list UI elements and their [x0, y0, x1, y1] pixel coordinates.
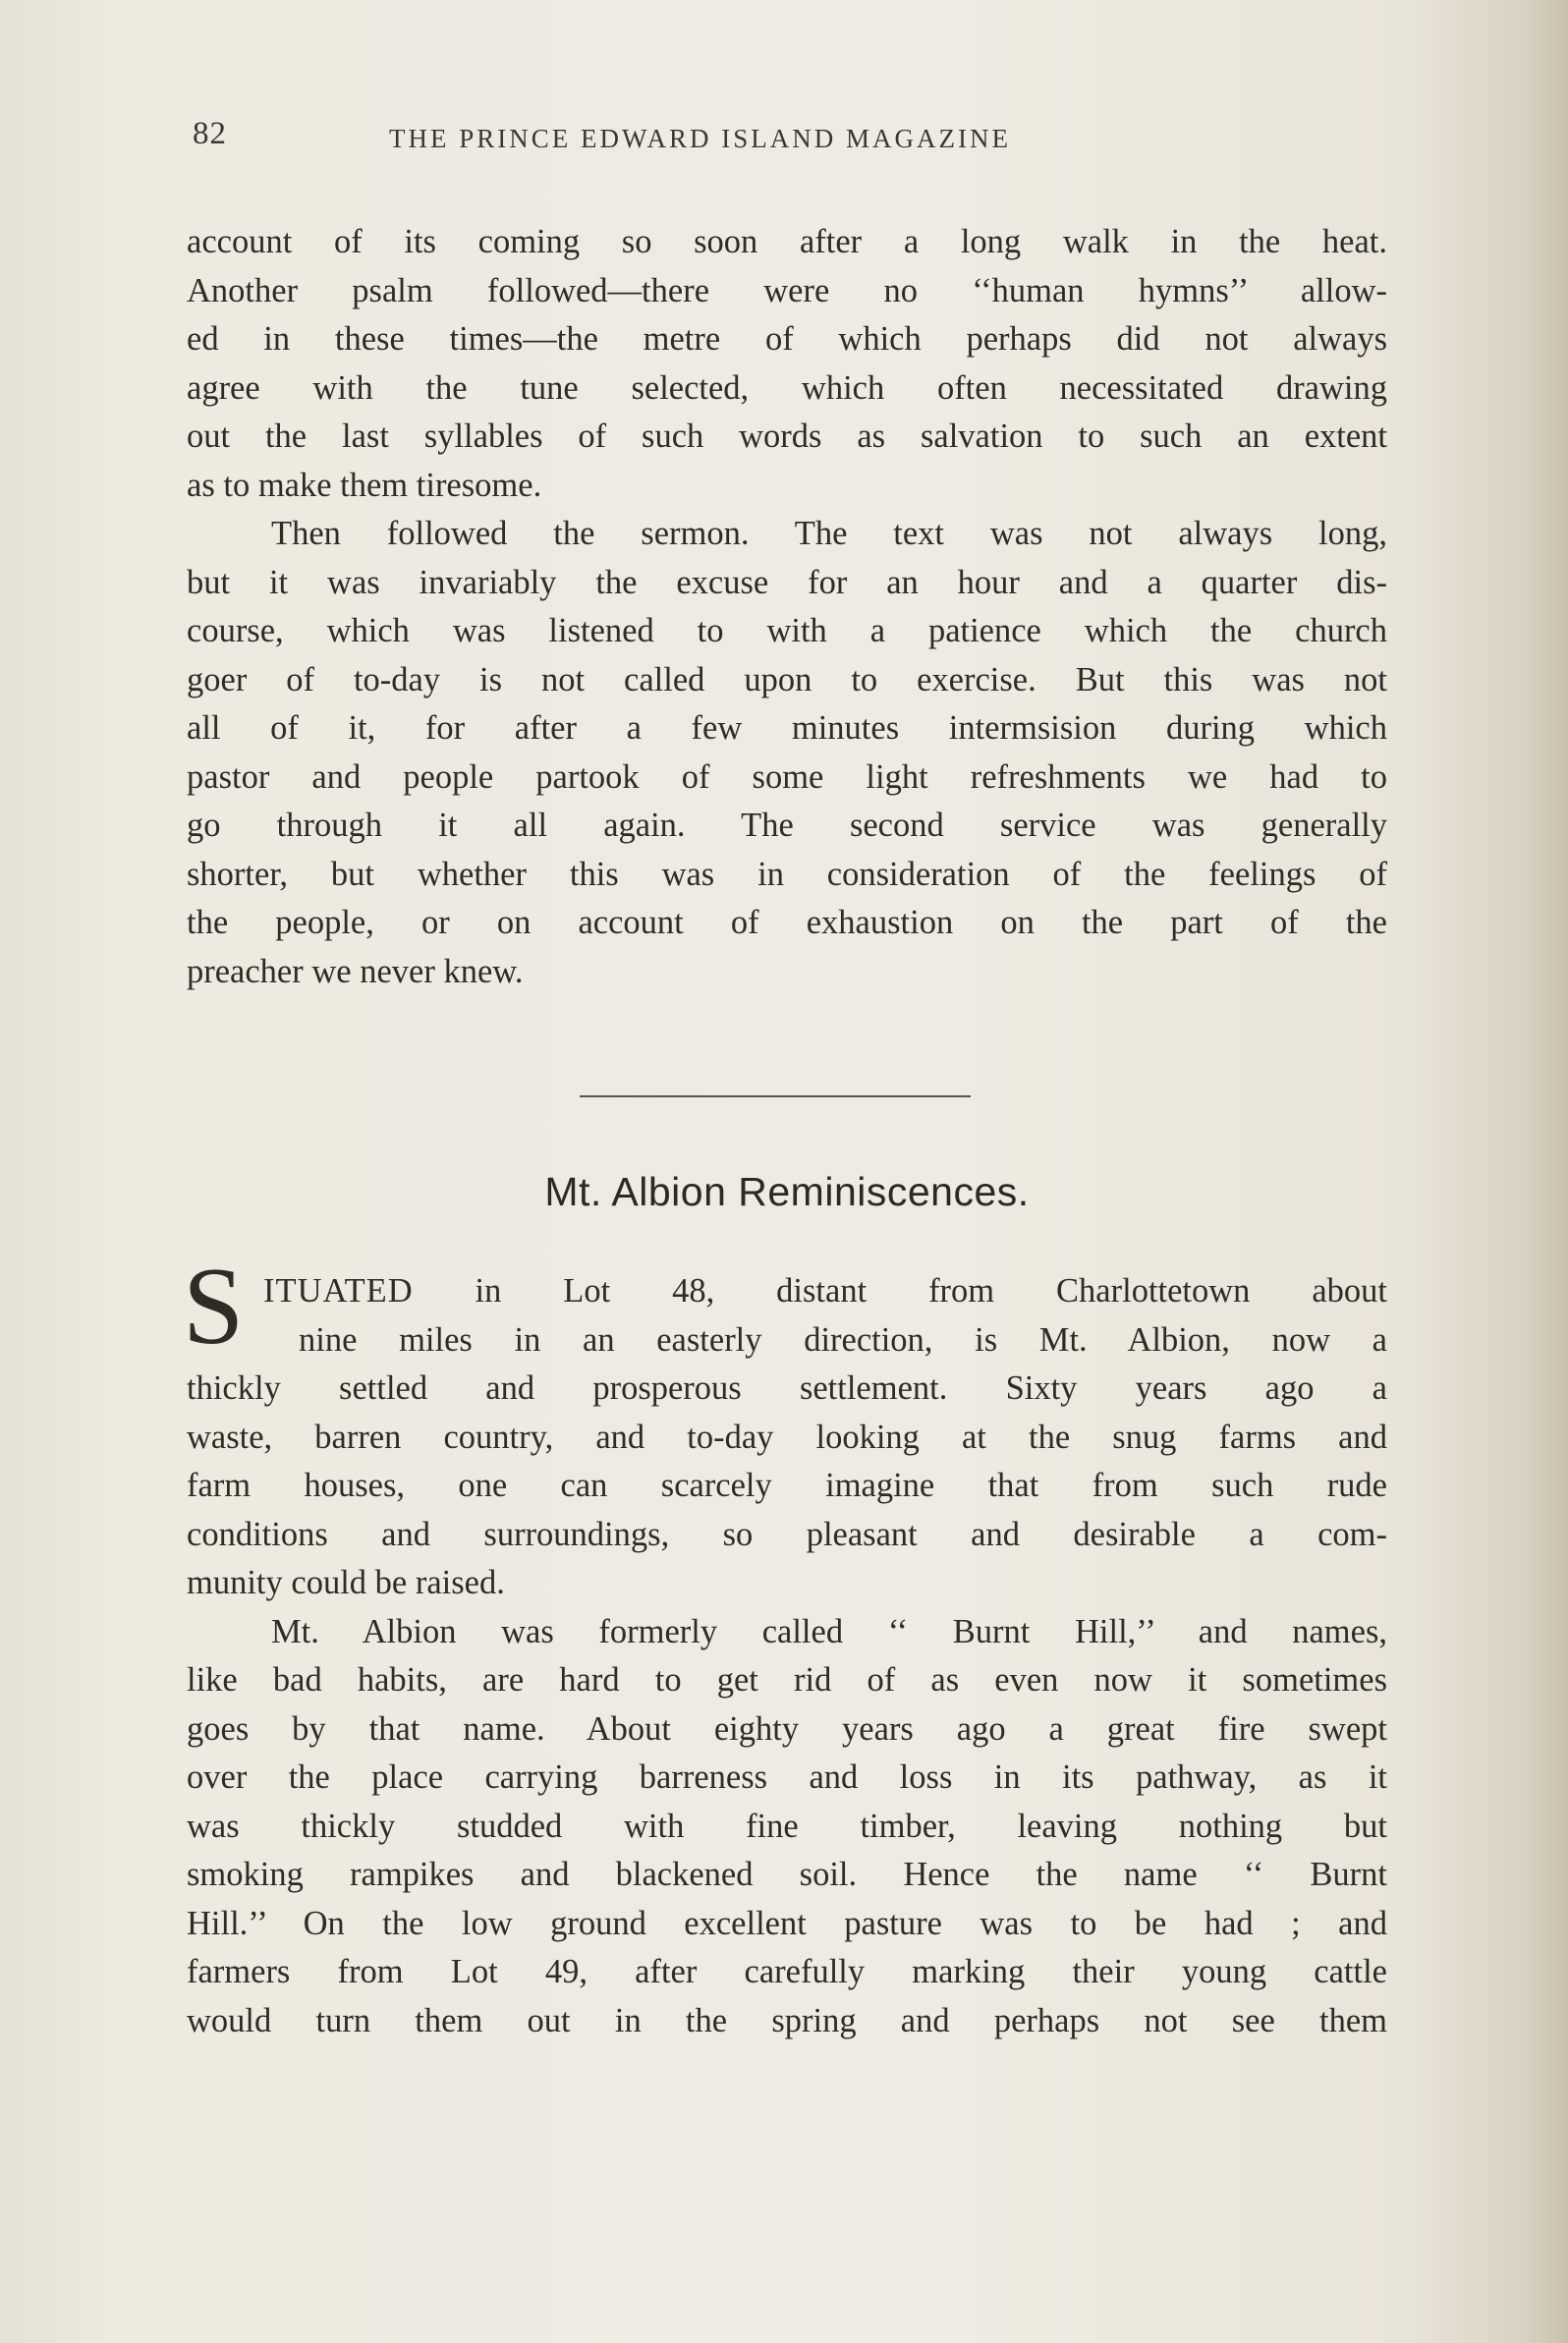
text-line: munity could be raised.	[187, 1564, 505, 1601]
text-line: agree with the tune selected, which often necessitated drawing	[187, 368, 1387, 407]
text-line: farmers from Lot 49, after carefully marking their young cattle	[187, 1953, 1387, 1990]
drop-cap: S	[183, 1246, 245, 1367]
text-line: goes by that name. About eighty years ago a great fire swept	[187, 1709, 1387, 1748]
text-line: go through it all again. The second service was generally	[187, 807, 1387, 844]
text-line: conditions and surroundings, so pleasant and desirable a com-	[187, 1515, 1387, 1553]
journal-title: THE PRINCE EDWARD ISLAND MAGAZINE	[389, 124, 1011, 153]
text-line: pastor and people partook of some light refreshments we had to	[187, 757, 1387, 796]
text-line: preacher we never knew.	[187, 952, 524, 990]
text-line: as to make them tiresome.	[187, 466, 542, 504]
text-line: thickly settled and prosperous settlement. Sixty years ago a	[187, 1369, 1387, 1407]
text-line: over the place carrying barreness and loss in its pathway, as it	[187, 1758, 1387, 1796]
text-line: course, which was listened to with a patience which the church	[187, 612, 1387, 649]
text-line: waste, barren country, and to-day looking at the snug farms and	[187, 1418, 1387, 1456]
text-line: out the last syllables of such words as salvation to such an extent	[187, 418, 1387, 455]
text-line: goer of to-day is not called upon to exercise. But this was not	[187, 660, 1387, 698]
text-line: but it was invariably the excuse for an hour and a quarter dis-	[187, 563, 1387, 601]
article-title: Mt. Albion Reminiscences.	[544, 1169, 1030, 1214]
continued-article-text	[187, 218, 1387, 996]
text-line	[187, 1267, 1387, 1316]
text-line: like bad habits, are hard to get rid of as even now it sometimes	[187, 1661, 1387, 1699]
text-line: Hill.’’ On the low ground excellent pasture was to be had ; and	[187, 1904, 1387, 1942]
text-line: all of it, for after a few minutes intermsision during which	[187, 709, 1387, 747]
text-line: nine miles in an easterly direction, is Mt. Albion, now a	[299, 1320, 1387, 1359]
text-line: shorter, but whether this was in consideration of the feelings of	[187, 855, 1387, 893]
article-body	[187, 1267, 1387, 2045]
section-divider	[580, 1095, 971, 1097]
text-line: ed in these times—the metre of which perhaps did not always	[187, 320, 1387, 358]
text-line: Then followed the sermon. The text was not always long,	[271, 515, 1387, 552]
text-line: the people, or on account of exhaustion on the part of the	[187, 904, 1387, 941]
first-word: ITUATED	[263, 1272, 414, 1310]
text-line: Another psalm followed—there were no ‘‘human hymns’’ allow-	[187, 271, 1387, 309]
text-line: was thickly studded with fine timber, leaving nothing but	[187, 1807, 1387, 1845]
running-head	[193, 116, 1381, 165]
text-line: would turn them out in the spring and perhaps not see them	[187, 2001, 1387, 2039]
text-line: Mt. Albion was formerly called ‘‘ Burnt Hill,’’ and names,	[271, 1612, 1387, 1650]
text-line-rest: in Lot 48, distant from Charlottetown about	[413, 1272, 1387, 1310]
page-number: 82	[193, 116, 227, 151]
text-line: smoking rampikes and blackened soil. Hence the name ‘‘ Burnt	[187, 1856, 1387, 1893]
text-line: farm houses, one can scarcely imagine that from such rude	[187, 1467, 1387, 1504]
text-line: account of its coming so soon after a long walk in the heat.	[187, 223, 1387, 260]
